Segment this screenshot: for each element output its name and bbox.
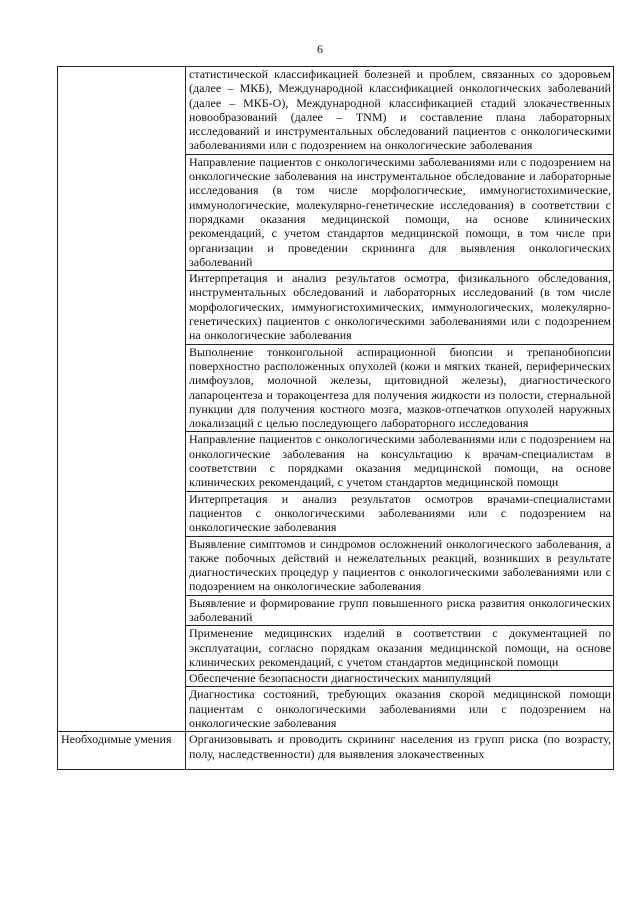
qualification-table: [57, 66, 614, 770]
labor-action-text: Выявление симптомов и синдромов осложнений онкологического заболевания, а также побочных действий и нежелательных реакций, возникших в результате диагностических процедур у пациентов с онкологическими заболеваниями или с подозрением на онкологические заболевания: [186, 536, 614, 595]
labor-action-text: Направление пациентов с онкологическими заболеваниями или с подозрением на онкологические заболевания на консультацию к врачам-специалистам в соответствии с порядками оказания медицинской помощи, на основе клинических рекомендаций, с учетом стандартов медицинской помощи: [186, 432, 614, 491]
labor-action-text: Интерпретация и анализ результатов осмотров врачами-специалистами пациентов с онкологическими заболеваниями или с подозрением на онкологические заболевания: [186, 491, 614, 536]
labor-action-label-cell: [58, 67, 186, 732]
table-row: [58, 732, 614, 770]
skills-label: Необходимые умения: [58, 732, 186, 770]
page-number: 6: [317, 42, 323, 56]
labor-action-text: Направление пациентов с онкологическими заболеваниями или с подозрением на онкологические заболевания на инструментальное обследование и лабораторные исследования (в том числе морфологические, иммуногистохимические, иммунологические, молекулярно-генетические исследования) в соответствии с порядками оказания медицинской помощи, на основе клинических рекомендаций, с учетом стандартов медицинской помощи, в том числе при организации и проведении скрининга для выявления онкологических заболеваний: [186, 154, 614, 270]
labor-action-text: Применение медицинских изделий в соответствии с документацией по эксплуатации, согласно порядкам оказания медицинской помощи, на основе клинических рекомендаций, с учетом стандартов медицинской помощи: [186, 626, 614, 671]
labor-action-text: Интерпретация и анализ результатов осмотра, физикального обследования, инструментальных обследований и лабораторных исследований (в том числе морфологических, иммуногистохимических, иммунологических, молекулярно-генетических) пациентов с онкологическими заболеваниями или с подозрением на онкологические заболевания: [186, 271, 614, 344]
labor-action-text: Выполнение тонкоигольной аспирационной биопсии и трепанобиопсии поверхностно расположенных опухолей (кожи и мягких тканей, периферических лимфоузлов, молочной железы, щитовидной железы), диагностического лапароцентеза и торакоцентеза для получения жидкости из полости, стернальной пункции для получения костного мозга, мазков-отпечатков опухолей наружных локализаций с целью последующего лабораторного исследования: [186, 344, 614, 432]
labor-action-text: Диагностика состояний, требующих оказания скорой медицинской помощи пациентам с онкологическими заболеваниями или с подозрением на онкологические заболевания: [186, 687, 614, 732]
labor-action-text: статистической классификацией болезней и проблем, связанных со здоровьем (далее – МКБ), Международной классификацией онкологических заболеваний (далее – МКБ-О), Международной классификацией стадий злокачественных новообразований (далее – TNM) и составление плана лабораторных исследований и инструментальных обследований пациентов с онкологическими заболеваниями или с подозрением на онкологические заболевания: [186, 67, 614, 155]
labor-action-text: Выявление и формирование групп повышенного риска развития онкологических заболеваний: [186, 595, 614, 626]
labor-action-text: Обеспечение безопасности диагностических манипуляций: [186, 671, 614, 687]
table-row: [58, 67, 614, 155]
skills-text: Организовывать и проводить скрининг населения из групп риска (по возрасту, полу, наследственности) для выявления злокачественных: [186, 732, 614, 770]
